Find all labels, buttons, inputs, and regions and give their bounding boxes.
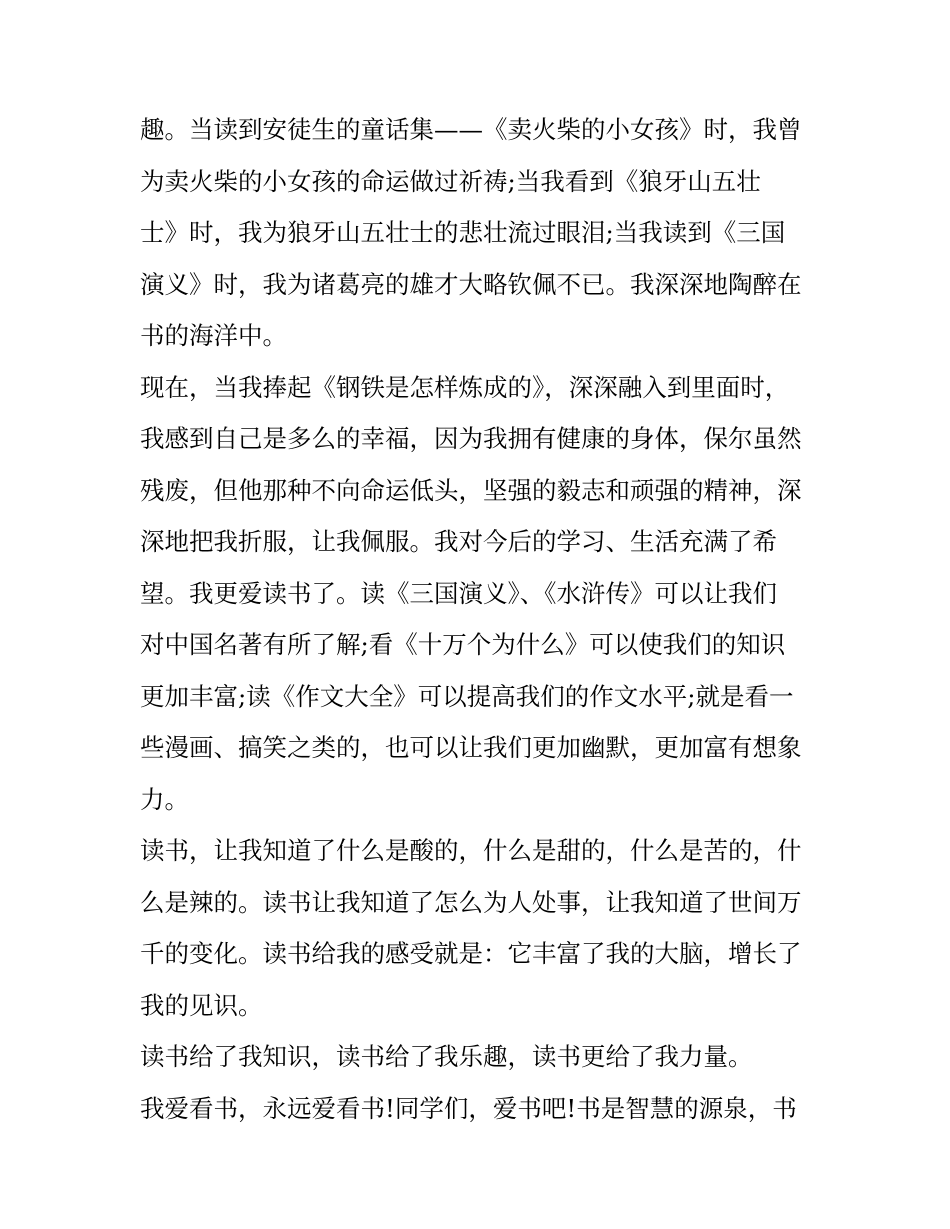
text-line: 对中国名著有所了解;看《十万个为什么》可以使我们的知识 [140, 630, 786, 659]
body-text [140, 104, 820, 1134]
text-line: 么是辣的。读书让我知道了怎么为人处事，让我知道了世间万 [140, 887, 802, 917]
text-line: 趣。当读到安徒生的童话集——《卖火柴的小女孩》时，我曾 [140, 115, 802, 144]
text-line: 千的变化。读书给我的感受就是：它丰富了我的大脑，增长了 [140, 939, 802, 968]
text-line: 演义》时，我为诸葛亮的雄才大略钦佩不已。我深深地陶醉在 [140, 269, 802, 299]
text-line: 些漫画、搞笑之类的，也可以让我们更加幽默，更加富有想象 [140, 733, 802, 762]
text-line: 我的见识。 [140, 990, 263, 1020]
text-line: 书的海洋中。 [140, 321, 287, 350]
text-line: 我感到自己是多么的幸福，因为我拥有健康的身体，保尔虽然 [140, 424, 802, 453]
text-line: 士》时，我为狼牙山五壮士的悲壮流过眼泪;当我读到《三国 [140, 218, 786, 247]
text-line: 读书，让我知道了什么是酸的，什么是甜的，什么是苦的，什 [140, 836, 802, 865]
text-line: 现在，当我捧起《钢铁是怎样炼成的》，深深融入到里面时， [140, 372, 790, 402]
text-line: 为卖火柴的小女孩的命运做过祈祷;当我看到《狼牙山五壮 [140, 166, 761, 196]
text-line: 力。 [140, 784, 189, 814]
text-line: 深地把我折服，让我佩服。我对今后的学习、生活充满了希 [140, 527, 777, 556]
text-line: 望。我更爱读书了。读《三国演义》、《水浒传》可以让我们 [140, 578, 777, 608]
text-line: 我爱看书，永远爱看书!同学们，爱书吧!书是智慧的源泉，书 [140, 1093, 797, 1123]
text-line: 残废，但他那种不向命运低头，坚强的毅志和顽强的精神，深 [140, 475, 802, 505]
text-line: 读书给了我知识，读书给了我乐趣，读书更给了我力量。 [140, 1042, 753, 1071]
text-line: 更加丰富;读《作文大全》可以提高我们的作文水平;就是看一 [140, 681, 794, 711]
